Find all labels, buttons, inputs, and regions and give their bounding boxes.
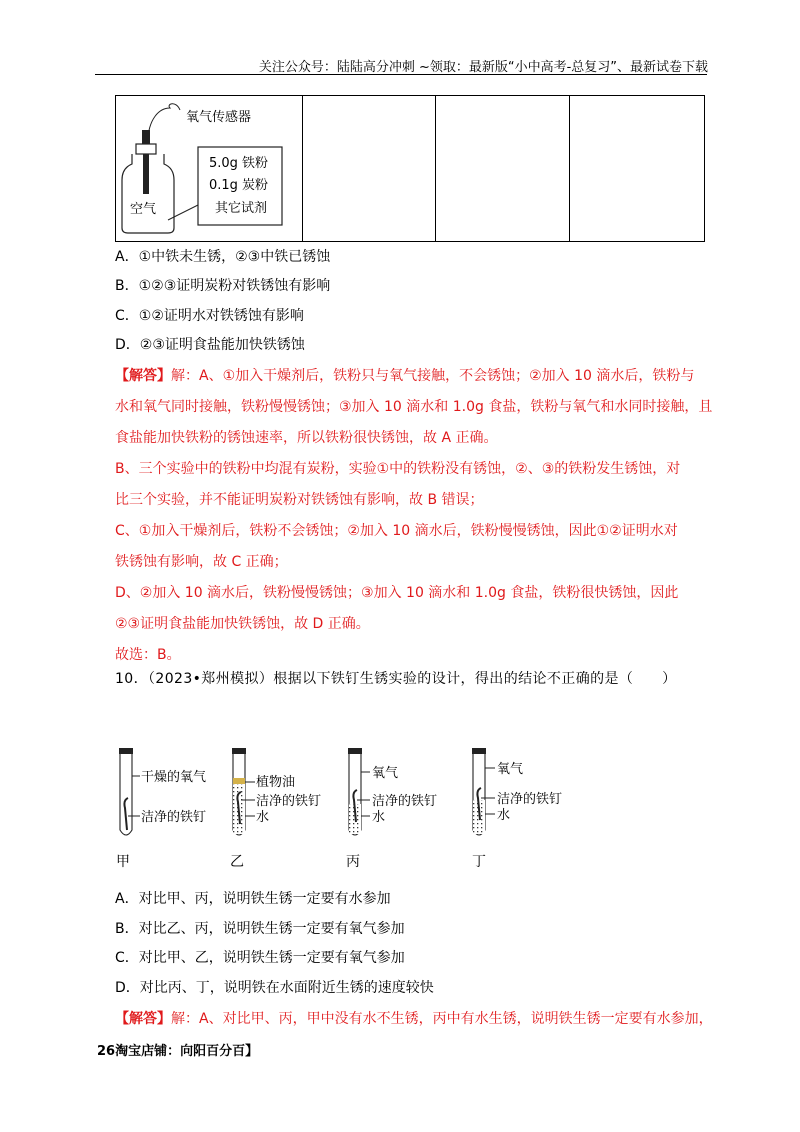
answer-line: 食盐能加快铁粉的锈蚀速率，所以铁粉很快锈蚀，故 A 正确。 bbox=[115, 430, 498, 446]
answer-line: 比三个实验，并不能证明炭粉对铁锈蚀有影响，故 B 错误； bbox=[115, 492, 484, 508]
tube-bing bbox=[346, 748, 437, 870]
q10-option-b: B．对比乙、丙，说明铁生锈一定要有氧气参加 bbox=[115, 921, 405, 937]
option-b: B．①②③证明炭粉对铁锈蚀有影响 bbox=[115, 278, 331, 294]
svg-text:植物油: 植物油 bbox=[256, 775, 296, 790]
answer-line: 水和氧气同时接触，铁粉慢慢锈蚀；③加入 10 滴水和 1.0g 食盐，铁粉与氧气和水同时接触，且 bbox=[115, 399, 713, 415]
answer-tag: 【解答】 bbox=[115, 368, 171, 384]
svg-text:洁净的铁钉: 洁净的铁钉 bbox=[372, 794, 438, 809]
svg-text:水: 水 bbox=[497, 808, 511, 823]
tube-jia bbox=[116, 748, 206, 870]
svg-text:洁净的铁钉: 洁净的铁钉 bbox=[497, 792, 563, 807]
svg-text:氧气: 氧气 bbox=[497, 762, 524, 777]
tube-ding bbox=[472, 748, 562, 870]
svg-text:水: 水 bbox=[372, 810, 386, 825]
header-rule bbox=[95, 74, 707, 75]
air-label: 空气 bbox=[130, 202, 157, 217]
answer-line: 【解答】解：A、①加入干燥剂后，铁粉只与氧气接触，不会锈蚀；②加入 10 滴水后，铁粉与 bbox=[115, 368, 695, 384]
page-footer: 26淘宝店铺：向阳百分百】 bbox=[97, 1044, 259, 1059]
tube-label: 洁净的铁钉 bbox=[141, 810, 207, 825]
q10-option-c: C．对比甲、乙，说明铁生锈一定要有氧气参加 bbox=[115, 950, 405, 966]
tube-name: 甲 bbox=[116, 854, 130, 870]
svg-text:丙: 丙 bbox=[346, 854, 360, 870]
svg-text:丁: 丁 bbox=[472, 854, 486, 870]
sensor-label: 氧气传感器 bbox=[186, 110, 252, 125]
option-c: C．①②证明水对铁锈蚀有影响 bbox=[115, 308, 304, 324]
q10-option-a: A．对比甲、丙，说明铁生锈一定要有水参加 bbox=[115, 891, 391, 907]
box-line: 0.1g 炭粉 bbox=[209, 178, 269, 193]
svg-text:乙: 乙 bbox=[230, 854, 244, 870]
q10-option-d: D．对比丙、丁，说明铁在水面附近生锈的速度较快 bbox=[115, 980, 434, 996]
tube-label: 干燥的氧气 bbox=[141, 770, 207, 785]
box-line: 5.0g 铁粉 bbox=[209, 156, 269, 171]
option-a: A．①中铁未生锈，②③中铁已锈蚀 bbox=[115, 249, 331, 265]
box-line: 其它试剂 bbox=[215, 201, 268, 216]
table-divider bbox=[435, 96, 436, 241]
table-divider bbox=[302, 96, 303, 241]
answer-line: D、②加入 10 滴水后，铁粉慢慢锈蚀；③加入 10 滴水和 1.0g 食盐，铁粉很快锈蚀，因此 bbox=[115, 585, 679, 601]
table-divider bbox=[569, 96, 570, 241]
page-header: 关注公众号：陆陆高分冲刺 ~领取：最新版“小中高考-总复习”、最新试卷下载 bbox=[258, 60, 708, 75]
oxygen-sensor-apparatus bbox=[118, 100, 298, 235]
answer-line: C、①加入干燥剂后，铁粉不会锈蚀；②加入 10 滴水后，铁粉慢慢锈蚀，因此①②证明水对 bbox=[115, 523, 678, 539]
svg-text:水: 水 bbox=[256, 810, 270, 825]
test-tube-figure bbox=[112, 742, 612, 872]
answer-line: B、三个实验中的铁粉中均混有炭粉，实验①中的铁粉没有锈蚀，②、③的铁粉发生锈蚀，对 bbox=[115, 461, 681, 477]
option-d: D．②③证明食盐能加快铁锈蚀 bbox=[115, 337, 305, 353]
svg-text:氧气: 氧气 bbox=[372, 766, 399, 781]
answer-line: ②③证明食盐能加快铁锈蚀，故 D 正确。 bbox=[115, 616, 370, 632]
answer-tag: 【解答】 bbox=[115, 1011, 171, 1027]
svg-text:洁净的铁钉: 洁净的铁钉 bbox=[256, 794, 322, 809]
answer-line: 铁锈蚀有影响，故 C 正确； bbox=[115, 554, 288, 570]
answer-line: 故选：B。 bbox=[115, 647, 181, 663]
q10-answer-line: 【解答】解：A、对比甲、丙，甲中没有水不生锈，丙中有水生锈，说明铁生锈一定要有水参加， bbox=[115, 1011, 713, 1027]
question-10-stem: 10．（2023•郑州模拟）根据以下铁钉生锈实验的设计，得出的结论不正确的是（ ） bbox=[115, 671, 677, 687]
tube-yi bbox=[230, 748, 321, 870]
